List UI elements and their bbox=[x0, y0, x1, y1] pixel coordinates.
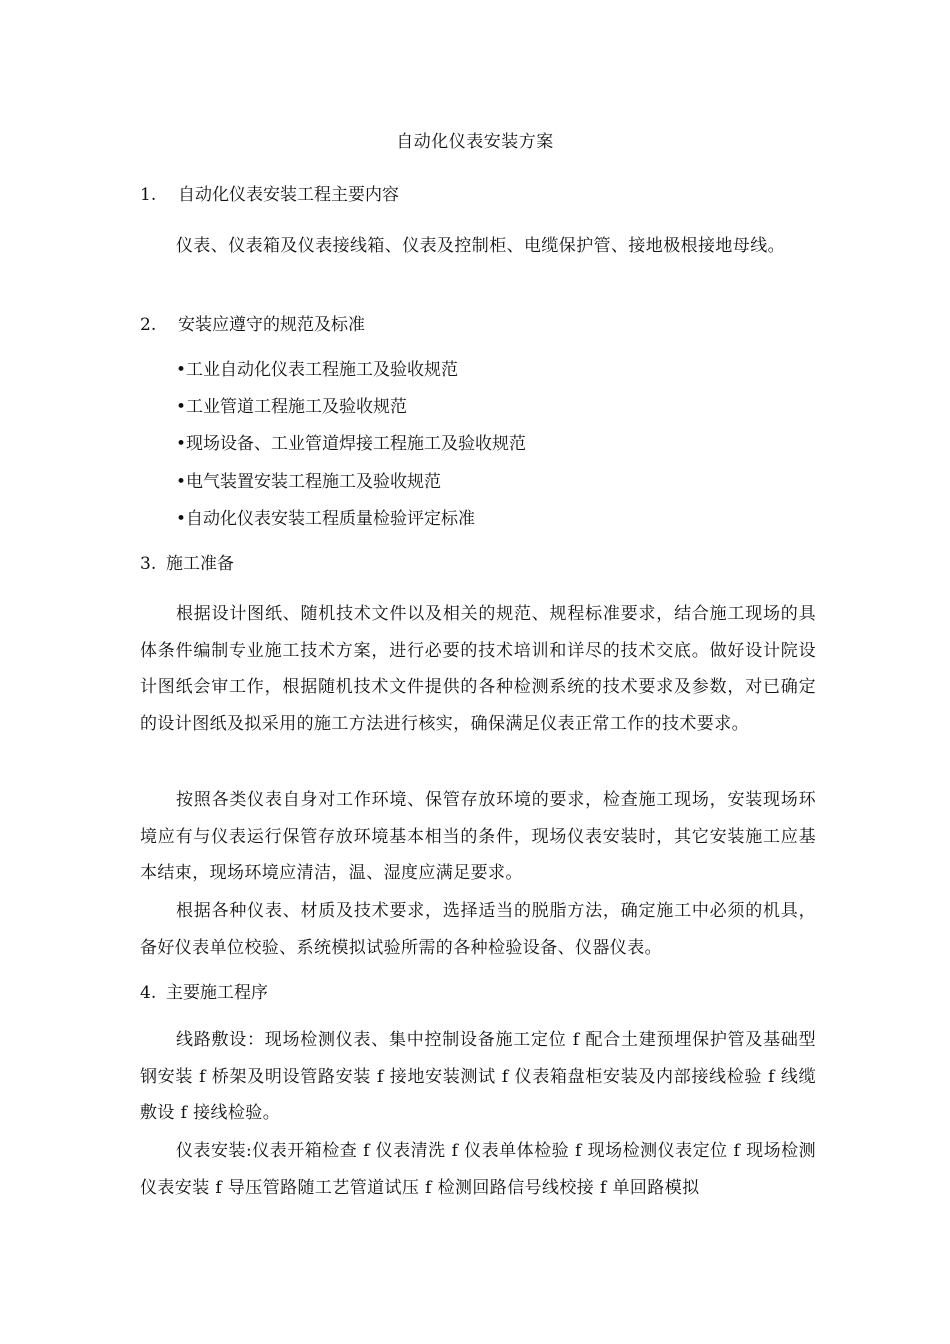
section-3-paragraph: 根据各种仪表、材质及技术要求，选择适当的脱脂方法，确定施工中必须的机具，备好仪表单位校验、系统模拟试验所需的各种检验设备、仪器仪表。 bbox=[140, 901, 816, 958]
section-number: 1. bbox=[140, 185, 157, 205]
standard-list-item: •现场设备、工业管道焊接工程施工及验收规范 bbox=[176, 434, 527, 454]
standard-list-item: •电气装置安装工程施工及验收规范 bbox=[176, 472, 442, 492]
standard-list-item: •工业自动化仪表工程施工及验收规范 bbox=[176, 360, 459, 380]
section-number: 2. bbox=[140, 315, 157, 335]
section-number: 3. bbox=[140, 554, 157, 574]
section-title: 安装应遵守的规范及标准 bbox=[178, 315, 365, 335]
section-number: 4. bbox=[140, 983, 157, 1003]
standard-list-item: •工业管道工程施工及验收规范 bbox=[176, 397, 408, 417]
section-3-paragraph: 根据设计图纸、随机技术文件以及相关的规范、规程标准要求，结合施工现场的具体条件编制专业施工技术方案，进行必要的技术培训和详尽的技术交底。做好设计院设计图纸会审工作，根据随机技术文件提供的各种检测系统的技术要求及参数，对已确定的设计图纸及拟采用的施工方法进行核实，确保满足仪表正常工作的技术要求。 bbox=[140, 604, 816, 734]
section-3-heading bbox=[140, 550, 234, 578]
section-title: 施工准备 bbox=[166, 554, 234, 574]
section-4-heading bbox=[140, 979, 268, 1007]
section-1-heading bbox=[140, 181, 399, 209]
section-title: 主要施工程序 bbox=[166, 983, 268, 1003]
section-4-paragraph: 线路敷设：现场检测仪表、集中控制设备施工定位 f 配合土建预埋保护管及基础型钢安装 f 桥架及明设管路安装 f 接地安装测试 f 仪表箱盘柜安装及内部接线检验 f 线缆敷设 f 接线检验。 bbox=[140, 1030, 816, 1123]
section-title: 自动化仪表安装工程主要内容 bbox=[178, 185, 399, 205]
section-1-paragraph: 仪表、仪表箱及仪表接线箱、仪表及控制柜、电缆保护管、接地极根接地母线。 bbox=[176, 236, 785, 256]
document-title: 自动化仪表安装方案 bbox=[396, 132, 554, 152]
section-4-paragraph: 仪表安装:仪表开箱检查 f 仪表清洗 f 仪表单体检验 f 现场检测仪表定位 f 现场检测仪表安装 f 导压管路随工艺管道试压 f 检测回路信号线校接 f 单回路模拟 bbox=[140, 1141, 816, 1198]
standard-list-item: •自动化仪表安装工程质量检验评定标准 bbox=[176, 509, 476, 529]
section-3-paragraph: 按照各类仪表自身对工作环境、保管存放环境的要求，检查施工现场，安装现场环境应有与仪表运行保管存放环境基本相当的条件，现场仪表安装时，其它安装施工应基本结束，现场环境应清洁，温、湿度应满足要求。 bbox=[140, 790, 816, 883]
section-2-heading bbox=[140, 311, 365, 339]
